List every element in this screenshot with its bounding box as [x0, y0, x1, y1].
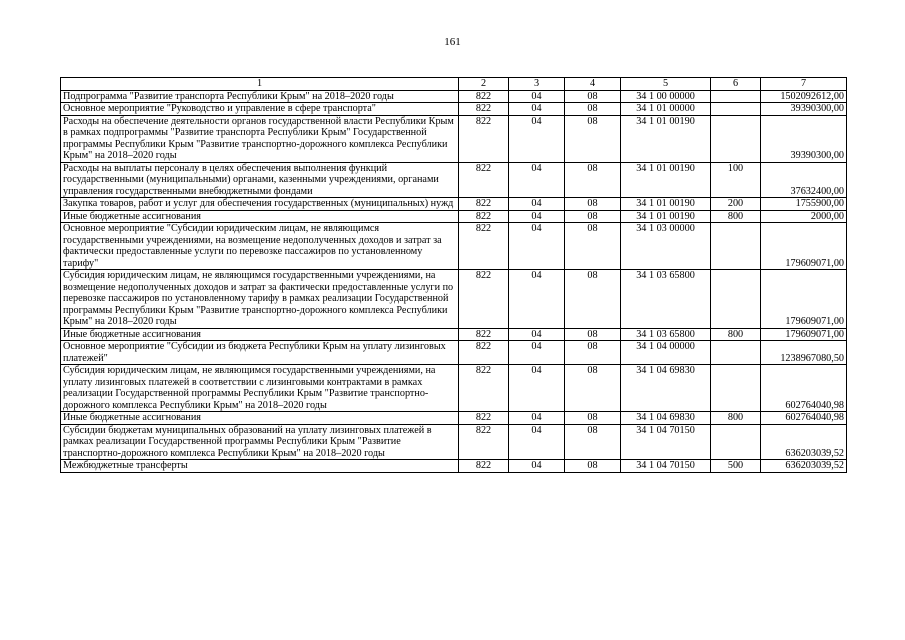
expense-type-code: [711, 270, 761, 329]
table-row: [61, 115, 847, 162]
table-row: [61, 365, 847, 412]
section-code: 04: [509, 424, 565, 460]
table-row: [61, 162, 847, 198]
table-row: [61, 223, 847, 270]
expense-type-code: 800: [711, 328, 761, 341]
table-row: [61, 341, 847, 365]
row-name: Основное мероприятие "Субсидии из бюджета Республики Крым на уплату лизинговых платежей": [61, 341, 459, 365]
target-article-code: 34 1 03 00000: [621, 223, 711, 270]
subsection-code: 08: [565, 270, 621, 329]
row-name: Субсидии бюджетам муниципальных образований на уплату лизинговых платежей в рамках реализации Государственной программы Республики Крым "Развитие транспортно-дорожного комплекса Республики Крым" на 2018–2020 годы: [61, 424, 459, 460]
subsection-code: 08: [565, 162, 621, 198]
row-name: Подпрограмма "Развитие транспорта Республики Крым" на 2018–2020 годы: [61, 90, 459, 103]
section-code: 04: [509, 412, 565, 425]
ministry-code: 822: [459, 365, 509, 412]
subsection-code: 08: [565, 460, 621, 473]
amount: 1755900,00: [761, 198, 847, 211]
subsection-code: 08: [565, 424, 621, 460]
subsection-code: 08: [565, 210, 621, 223]
table-row: [61, 328, 847, 341]
amount: 636203039,52: [761, 424, 847, 460]
section-code: 04: [509, 162, 565, 198]
table-row: [61, 210, 847, 223]
target-article-code: 34 1 04 69830: [621, 365, 711, 412]
subsection-code: 08: [565, 223, 621, 270]
expense-type-code: [711, 90, 761, 103]
ministry-code: 822: [459, 412, 509, 425]
amount: 602764040,98: [761, 365, 847, 412]
amount: 179609071,00: [761, 270, 847, 329]
row-name: Расходы на выплаты персоналу в целях обеспечения выполнения функций государственными (муниципальными) органами, казенными учреждениями, органами управления государственными внебюджетными фондами: [61, 162, 459, 198]
subsection-code: 08: [565, 103, 621, 116]
section-code: 04: [509, 210, 565, 223]
table-row: [61, 270, 847, 329]
target-article-code: 34 1 04 00000: [621, 341, 711, 365]
column-header: 2: [459, 78, 509, 91]
expense-type-code: 200: [711, 198, 761, 211]
page-number: 161: [444, 36, 461, 48]
budget-table: [60, 77, 847, 473]
target-article-code: 34 1 01 00190: [621, 162, 711, 198]
amount: 636203039,52: [761, 460, 847, 473]
row-name: Иные бюджетные ассигнования: [61, 210, 459, 223]
ministry-code: 822: [459, 223, 509, 270]
target-article-code: 34 1 01 00190: [621, 210, 711, 223]
ministry-code: 822: [459, 328, 509, 341]
row-name: Межбюджетные трансферты: [61, 460, 459, 473]
target-article-code: 34 1 01 00190: [621, 198, 711, 211]
section-code: 04: [509, 115, 565, 162]
row-name: Субсидия юридическим лицам, не являющимся государственными учреждениями, на возмещение недополученных доходов и затрат за фактически предоставленные услуги по перевозке пассажиров по установленному тарифу в рамках реализации Государственной программы Республики Крым "Развитие транспортно-дорожного комплекса Республики Крым" на 2018–2020 годы: [61, 270, 459, 329]
row-name: Иные бюджетные ассигнования: [61, 328, 459, 341]
expense-type-code: 100: [711, 162, 761, 198]
expense-type-code: 800: [711, 412, 761, 425]
column-header: 5: [621, 78, 711, 91]
column-header: 6: [711, 78, 761, 91]
subsection-code: 08: [565, 90, 621, 103]
ministry-code: 822: [459, 90, 509, 103]
amount: 39390300,00: [761, 115, 847, 162]
expense-type-code: [711, 341, 761, 365]
section-code: 04: [509, 198, 565, 211]
expense-type-code: [711, 424, 761, 460]
row-name: Иные бюджетные ассигнования: [61, 412, 459, 425]
row-name: Субсидия юридическим лицам, не являющимся государственными учреждениями, на уплату лизинговых платежей в соответствии с лизинговыми контрактами в рамках реализации Государственной программы Республики Крым "Развитие транспортно-дорожного комплекса Республики Крым" на 2018–2020 годы: [61, 365, 459, 412]
expense-type-code: [711, 365, 761, 412]
row-name: Основное мероприятие "Руководство и управление в сфере транспорта": [61, 103, 459, 116]
ministry-code: 822: [459, 103, 509, 116]
section-code: 04: [509, 328, 565, 341]
section-code: 04: [509, 460, 565, 473]
subsection-code: 08: [565, 115, 621, 162]
table-row: [61, 103, 847, 116]
subsection-code: 08: [565, 341, 621, 365]
column-header: 7: [761, 78, 847, 91]
ministry-code: 822: [459, 115, 509, 162]
table-row: [61, 412, 847, 425]
section-code: 04: [509, 90, 565, 103]
section-code: 04: [509, 365, 565, 412]
subsection-code: 08: [565, 412, 621, 425]
expense-type-code: [711, 103, 761, 116]
expense-type-code: [711, 223, 761, 270]
amount: 602764040,98: [761, 412, 847, 425]
subsection-code: 08: [565, 328, 621, 341]
table-row: [61, 90, 847, 103]
target-article-code: 34 1 04 70150: [621, 424, 711, 460]
section-code: 04: [509, 223, 565, 270]
row-name: Основное мероприятие "Субсидии юридическим лицам, не являющимся государственными учреждениями, на возмещение недополученных доходов и затрат за фактически предоставленные услуги по перевозке пассажиров по установленному тарифу": [61, 223, 459, 270]
expense-type-code: [711, 115, 761, 162]
row-name: Расходы на обеспечение деятельности органов государственной власти Республики Крым в рамках подпрограммы "Развитие транспорта Республики Крым" Государственной программы Республики Крым "Развитие транспортно-дорожного комплекса Республики Крым" на 2018–2020 годы: [61, 115, 459, 162]
subsection-code: 08: [565, 198, 621, 211]
amount: 179609071,00: [761, 223, 847, 270]
ministry-code: 822: [459, 460, 509, 473]
target-article-code: 34 1 01 00190: [621, 115, 711, 162]
amount: 2000,00: [761, 210, 847, 223]
ministry-code: 822: [459, 210, 509, 223]
expense-type-code: 500: [711, 460, 761, 473]
column-header: 3: [509, 78, 565, 91]
section-code: 04: [509, 341, 565, 365]
amount: 1502092612,00: [761, 90, 847, 103]
row-name: Закупка товаров, работ и услуг для обеспечения государственных (муниципальных) нужд: [61, 198, 459, 211]
section-code: 04: [509, 270, 565, 329]
section-code: 04: [509, 103, 565, 116]
table-header-row: [61, 78, 847, 91]
expense-type-code: 800: [711, 210, 761, 223]
amount: 37632400,00: [761, 162, 847, 198]
target-article-code: 34 1 00 00000: [621, 90, 711, 103]
table-row: [61, 198, 847, 211]
subsection-code: 08: [565, 365, 621, 412]
target-article-code: 34 1 01 00000: [621, 103, 711, 116]
amount: 39390300,00: [761, 103, 847, 116]
table-row: [61, 460, 847, 473]
amount: 1238967080,50: [761, 341, 847, 365]
target-article-code: 34 1 03 65800: [621, 270, 711, 329]
table-row: [61, 424, 847, 460]
target-article-code: 34 1 04 69830: [621, 412, 711, 425]
ministry-code: 822: [459, 162, 509, 198]
ministry-code: 822: [459, 270, 509, 329]
ministry-code: 822: [459, 198, 509, 211]
ministry-code: 822: [459, 424, 509, 460]
ministry-code: 822: [459, 341, 509, 365]
amount: 179609071,00: [761, 328, 847, 341]
target-article-code: 34 1 04 70150: [621, 460, 711, 473]
target-article-code: 34 1 03 65800: [621, 328, 711, 341]
column-header: 4: [565, 78, 621, 91]
column-header: 1: [61, 78, 459, 91]
